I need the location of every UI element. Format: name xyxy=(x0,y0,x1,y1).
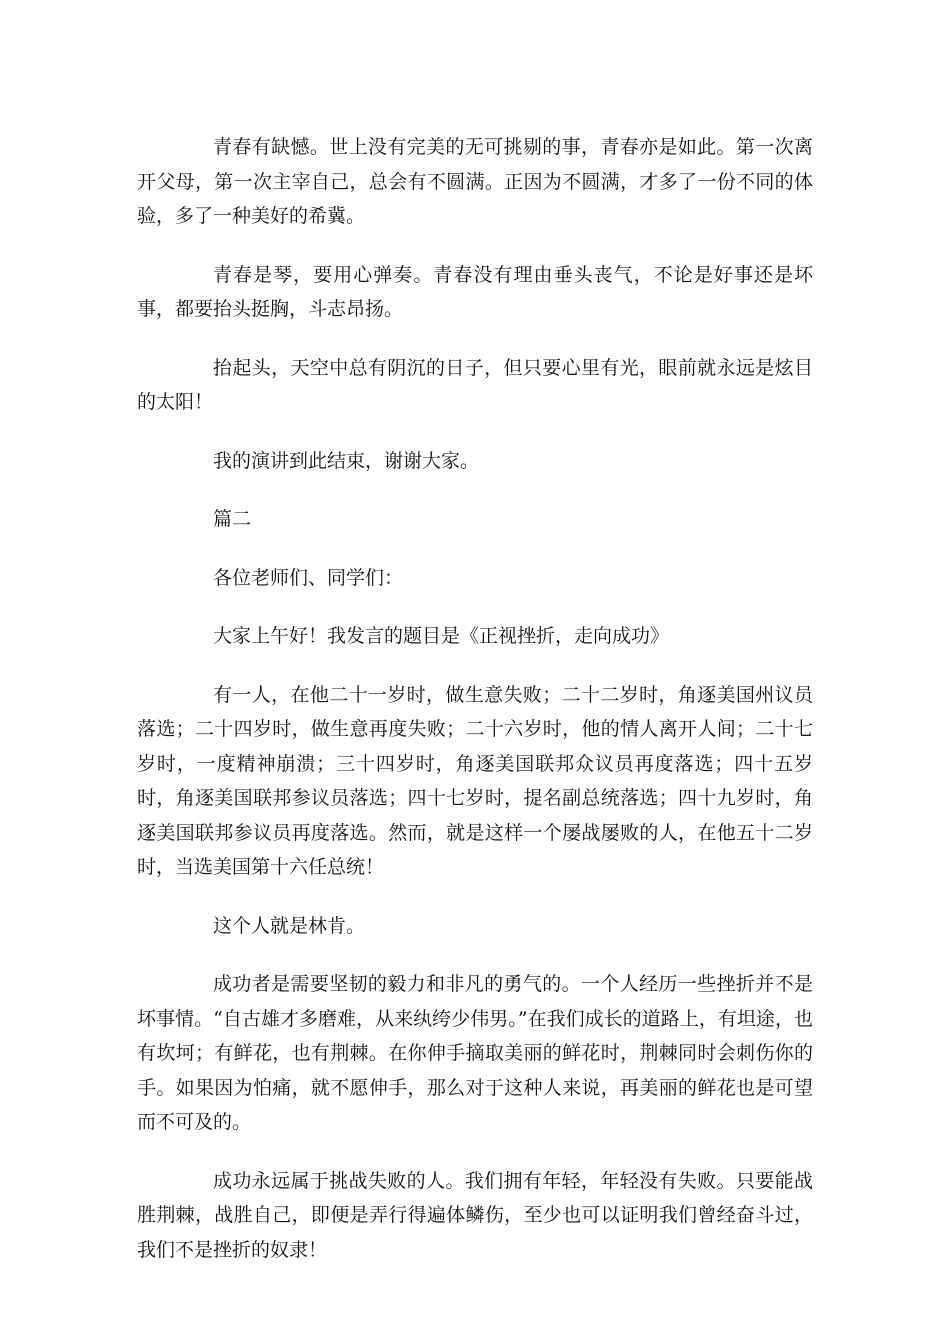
paragraph-look-up: 抬起头，天空中总有阴沉的日子，但只要心里有光，眼前就永远是炫目的太阳！ xyxy=(137,356,813,413)
paragraph-lincoln-story: 有一人，在他二十一岁时，做生意失败；二十二岁时，角逐美国州议员落选；二十四岁时，做生意再度失败；二十六岁时，他的情人离开人间；二十七岁时，一度精神崩溃；三十四岁时，角逐美国联邦众议员再度落选；四十五岁时，角逐美国联邦参议员落选；四十七岁时，提名副总统落选；四十九岁时，角逐美国联邦参议员再度落选。然而，就是这样一个屡战屡败的人，在他五十二岁时，当选美国第十六任总统！ xyxy=(137,683,813,878)
paragraph-lincoln-reveal: 这个人就是林肯。 xyxy=(213,914,366,937)
paragraph-success-challenge: 成功永远属于挑战失败的人。我们拥有年轻，年轻没有失败。只要能战胜荆棘，战胜自己，即便是弄行得遍体鳞伤，至少也可以证明我们曾经奋斗过，我们不是挫折的奴隶！ xyxy=(137,1169,813,1261)
paragraph-youth-regret: 青春有缺憾。世上没有完美的无可挑剔的事，青春亦是如此。第一次离开父母，第一次主宰自己，总会有不圆满。正因为不圆满，才多了一份不同的体验，多了一种美好的希冀。 xyxy=(137,136,813,227)
paragraph-closing: 我的演讲到此结束，谢谢大家。 xyxy=(213,449,480,472)
paragraph-salutation: 各位老师们、同学们： xyxy=(213,566,404,589)
paragraph-perseverance: 成功者是需要坚韧的毅力和非凡的勇气的。一个人经历一些挫折并不是坏事情。“自古雄才多磨难，从来纨绔少伟男。”在我们成长的道路上，有坦途，也有坎坷；有鲜花，也有荆棘。在你伸手摘取美丽的鲜花时，荆棘同时会刺伤你的手。如果因为怕痛，就不愿伸手，那么对于这种人来说，再美丽的鲜花也是可望而不可及的。 xyxy=(137,973,813,1133)
section-heading: 篇二 xyxy=(213,508,252,530)
paragraph-speech-title: 大家上午好！我发言的题目是《正视挫折，走向成功》 xyxy=(213,625,670,647)
paragraph-youth-piano: 青春是琴，要用心弹奏。青春没有理由垂头丧气，不论是好事还是坏事，都要抬头挺胸，斗志昂扬。 xyxy=(137,263,813,320)
document-body xyxy=(137,130,813,1291)
